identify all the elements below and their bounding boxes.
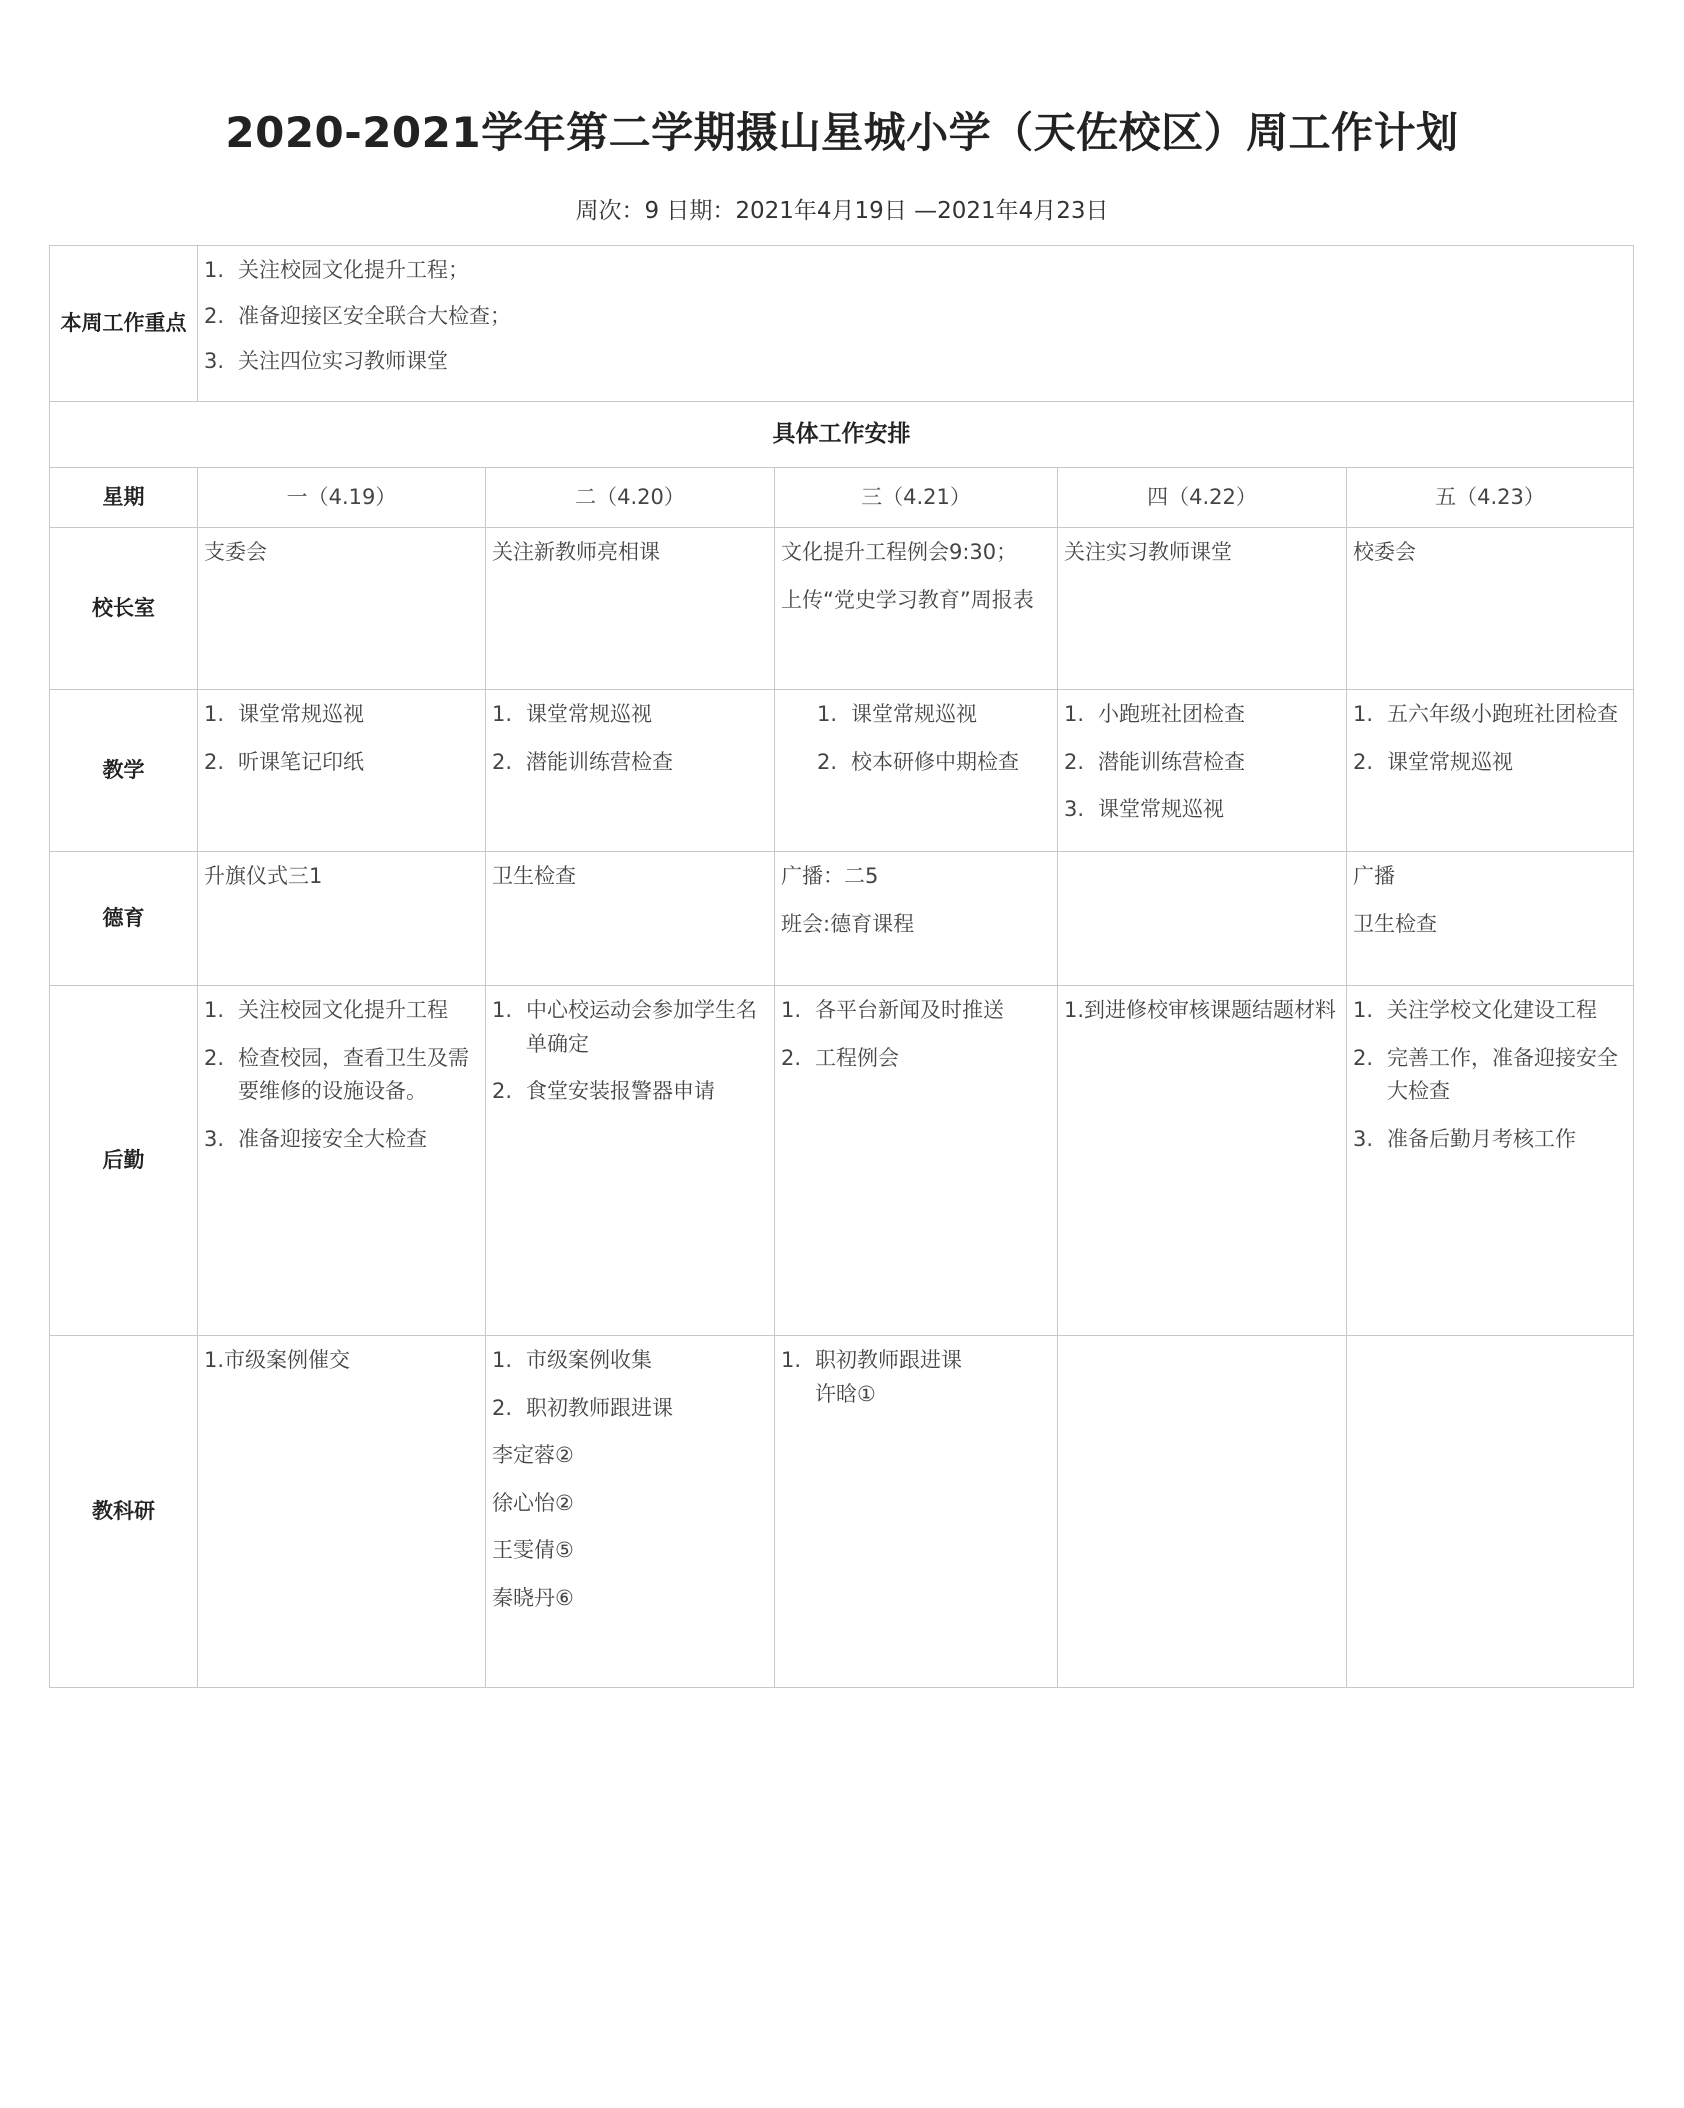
research-row bbox=[50, 1336, 1634, 1688]
plan-cell bbox=[775, 986, 1058, 1336]
list-item bbox=[204, 300, 1627, 334]
focus-list bbox=[204, 254, 1627, 379]
plan-cell bbox=[1347, 528, 1634, 690]
item-number: 2. bbox=[1353, 1045, 1374, 1070]
name-entry: 王雯倩⑤ bbox=[492, 1538, 574, 1563]
plan-cell bbox=[1347, 1336, 1634, 1688]
item-number: 2. bbox=[1353, 749, 1374, 774]
item-text: 食堂安装报警器申请 bbox=[526, 1079, 715, 1104]
item-number: 2. bbox=[492, 1079, 513, 1104]
plan-cell bbox=[486, 1336, 775, 1688]
list-item bbox=[1353, 1042, 1627, 1109]
item-number: 1. bbox=[204, 702, 225, 726]
section-row bbox=[50, 402, 1634, 468]
numbered-list bbox=[204, 698, 479, 779]
plan-cell bbox=[198, 1336, 486, 1688]
row-label: 校长室 bbox=[50, 528, 198, 690]
numbered-list bbox=[492, 698, 768, 779]
cell-text: 卫生检查 bbox=[492, 864, 576, 888]
list-item bbox=[1353, 698, 1627, 732]
item-number: 2. bbox=[492, 749, 513, 774]
weekday-label: 星期 bbox=[50, 468, 198, 528]
plan-cell bbox=[486, 852, 775, 986]
list-item bbox=[492, 698, 768, 732]
item-text: 五六年级小跑班社团检查 bbox=[1387, 702, 1618, 726]
numbered-list bbox=[781, 1344, 1051, 1411]
row-label: 德育 bbox=[50, 852, 198, 986]
list-item bbox=[492, 746, 768, 780]
item-number: 1. bbox=[781, 1348, 802, 1372]
item-text: 检查校园，查看卫生及需要维修的设施设备。 bbox=[238, 1045, 469, 1104]
plan-cell bbox=[1058, 690, 1347, 852]
numbered-list bbox=[492, 1344, 768, 1425]
cell-text: 卫生检查 bbox=[1353, 911, 1437, 936]
row-label: 教科研 bbox=[50, 1336, 198, 1688]
item-number: 3. bbox=[1064, 797, 1085, 822]
item-text: 课堂常规巡视 bbox=[851, 702, 977, 726]
list-item bbox=[204, 1123, 479, 1157]
name-entry: 徐心怡② bbox=[492, 1490, 574, 1515]
plan-cell bbox=[1058, 986, 1347, 1336]
plan-cell bbox=[486, 528, 775, 690]
item-text: 潜能训练营检查 bbox=[526, 749, 673, 774]
item-tail: 许晗① bbox=[815, 1381, 876, 1406]
item-text: 关注学校文化建设工程 bbox=[1387, 998, 1597, 1022]
cell-text: 支委会 bbox=[204, 540, 267, 564]
cell-text: 关注实习教师课堂 bbox=[1064, 540, 1232, 564]
item-text: 职初教师跟进课 bbox=[815, 1348, 962, 1372]
item-text: 各平台新闻及时推送 bbox=[815, 998, 1004, 1022]
list-item bbox=[1064, 793, 1340, 827]
item-number: 1. bbox=[204, 258, 225, 282]
list-item bbox=[204, 345, 1627, 379]
plan-cell bbox=[198, 690, 486, 852]
plan-cell bbox=[1347, 852, 1634, 986]
item-text: 课堂常规巡视 bbox=[1387, 749, 1513, 774]
focus-content bbox=[198, 246, 1634, 402]
list-item bbox=[1064, 746, 1340, 780]
item-text: 校本研修中期检查 bbox=[851, 749, 1019, 774]
list-item bbox=[204, 698, 479, 732]
focus-row bbox=[50, 246, 1634, 402]
cell-text: 1.到进修校审核课题结题材料 bbox=[1064, 998, 1337, 1022]
cell-text: 升旗仪式三1 bbox=[204, 864, 323, 888]
item-text: 关注校园文化提升工程 bbox=[238, 998, 448, 1022]
numbered-list bbox=[1353, 698, 1627, 779]
work-plan-table bbox=[49, 245, 1634, 1688]
list-item bbox=[1353, 746, 1627, 780]
plan-cell bbox=[775, 852, 1058, 986]
item-number: 1. bbox=[781, 998, 802, 1022]
page-title: 2020-2021学年第二学期摄山星城小学（天佐校区）周工作计划 bbox=[225, 108, 1459, 157]
item-number: 3. bbox=[204, 1126, 225, 1151]
list-item bbox=[492, 1075, 768, 1109]
list-item bbox=[781, 1344, 1051, 1411]
item-text: 关注四位实习教师课堂 bbox=[238, 349, 448, 374]
numbered-list bbox=[492, 994, 768, 1109]
item-text: 准备迎接区安全联合大检查； bbox=[238, 303, 511, 328]
item-text: 小跑班社团检查 bbox=[1098, 702, 1245, 726]
item-number: 2. bbox=[204, 303, 225, 328]
plan-cell bbox=[1058, 852, 1347, 986]
list-item bbox=[1353, 1123, 1627, 1157]
item-number: 2. bbox=[781, 1045, 802, 1070]
item-text: 准备后勤月考核工作 bbox=[1387, 1126, 1576, 1151]
cell-text: 校委会 bbox=[1353, 540, 1416, 564]
item-text: 课堂常规巡视 bbox=[238, 702, 364, 726]
item-text: 完善工作，准备迎接安全大检查 bbox=[1387, 1045, 1618, 1104]
cell-text: 文化提升工程例会9:30； bbox=[781, 540, 1018, 564]
name-entry: 李定蓉② bbox=[492, 1443, 574, 1468]
item-number: 3. bbox=[204, 349, 225, 374]
item-number: 3. bbox=[1353, 1126, 1374, 1151]
item-text: 职初教师跟进课 bbox=[526, 1395, 673, 1420]
cell-text: 上传“党史学习教育”周报表 bbox=[781, 587, 1034, 612]
list-item bbox=[204, 994, 479, 1028]
list-item bbox=[781, 698, 1051, 732]
plan-cell bbox=[1058, 528, 1347, 690]
plan-cell bbox=[775, 690, 1058, 852]
plan-cell bbox=[1347, 690, 1634, 852]
item-number: 2. bbox=[204, 749, 225, 774]
weekday-5: 五（4.23） bbox=[1347, 468, 1634, 528]
cell-text: 班会:德育课程 bbox=[781, 911, 915, 936]
numbered-list bbox=[204, 994, 479, 1156]
plan-cell bbox=[486, 690, 775, 852]
item-text: 关注校园文化提升工程； bbox=[238, 258, 469, 282]
weekday-2: 二（4.20） bbox=[486, 468, 775, 528]
moral-education-row bbox=[50, 852, 1634, 986]
item-text: 工程例会 bbox=[815, 1045, 899, 1070]
cell-text: 1.市级案例催交 bbox=[204, 1348, 351, 1372]
item-number: 1. bbox=[492, 702, 513, 726]
item-number: 2. bbox=[492, 1395, 513, 1420]
plan-cell bbox=[486, 986, 775, 1336]
item-number: 1. bbox=[1353, 702, 1374, 726]
list-item bbox=[492, 1392, 768, 1426]
item-number: 1. bbox=[1353, 998, 1374, 1022]
item-text: 课堂常规巡视 bbox=[1098, 797, 1224, 822]
item-text: 中心校运动会参加学生名单确定 bbox=[526, 998, 757, 1056]
item-number: 1. bbox=[492, 998, 513, 1022]
plan-cell bbox=[775, 1336, 1058, 1688]
item-text: 市级案例收集 bbox=[526, 1348, 652, 1372]
weekday-header-row bbox=[50, 468, 1634, 528]
cell-text: 广播 bbox=[1353, 864, 1395, 888]
numbered-list bbox=[781, 994, 1051, 1075]
numbered-list bbox=[1353, 994, 1627, 1156]
focus-label: 本周工作重点 bbox=[50, 246, 198, 402]
item-number: 2. bbox=[204, 1045, 225, 1070]
cell-text: 关注新教师亮相课 bbox=[492, 540, 660, 564]
list-item bbox=[1064, 698, 1340, 732]
name-entry: 秦晓丹⑥ bbox=[492, 1585, 574, 1610]
list-item bbox=[781, 994, 1051, 1028]
plan-cell bbox=[1058, 1336, 1347, 1688]
numbered-list bbox=[781, 698, 1051, 779]
weekday-1: 一（4.19） bbox=[198, 468, 486, 528]
list-item bbox=[781, 1042, 1051, 1076]
list-item bbox=[492, 994, 768, 1061]
item-text: 准备迎接安全大检查 bbox=[238, 1126, 427, 1151]
item-text: 课堂常规巡视 bbox=[526, 702, 652, 726]
weekday-4: 四（4.22） bbox=[1058, 468, 1347, 528]
numbered-list bbox=[1064, 698, 1340, 827]
row-label: 后勤 bbox=[50, 986, 198, 1336]
item-text: 潜能训练营检查 bbox=[1098, 749, 1245, 774]
plan-cell bbox=[198, 852, 486, 986]
list-item bbox=[492, 1344, 768, 1378]
logistics-row bbox=[50, 986, 1634, 1336]
plan-cell bbox=[1347, 986, 1634, 1336]
item-number: 2. bbox=[817, 749, 838, 774]
teaching-row bbox=[50, 690, 1634, 852]
item-number: 1. bbox=[492, 1348, 513, 1372]
list-item bbox=[204, 254, 1627, 288]
list-item bbox=[1353, 994, 1627, 1028]
week-date-line: 周次：9 日期：2021年4月19日 —2021年4月23日 bbox=[575, 198, 1109, 224]
weekday-3: 三（4.21） bbox=[775, 468, 1058, 528]
item-number: 2. bbox=[1064, 749, 1085, 774]
item-number: 1. bbox=[1064, 702, 1085, 726]
list-item bbox=[204, 1042, 479, 1109]
principal-office-row bbox=[50, 528, 1634, 690]
plan-cell bbox=[198, 528, 486, 690]
plan-cell bbox=[775, 528, 1058, 690]
plan-cell bbox=[198, 986, 486, 1336]
section-title: 具体工作安排 bbox=[50, 402, 1634, 468]
cell-text: 广播：二5 bbox=[781, 864, 879, 888]
item-number: 1. bbox=[817, 702, 838, 726]
list-item bbox=[781, 746, 1051, 780]
item-text: 听课笔记印纸 bbox=[238, 749, 364, 774]
list-item bbox=[204, 746, 479, 780]
item-number: 1. bbox=[204, 998, 225, 1022]
row-label: 教学 bbox=[50, 690, 198, 852]
